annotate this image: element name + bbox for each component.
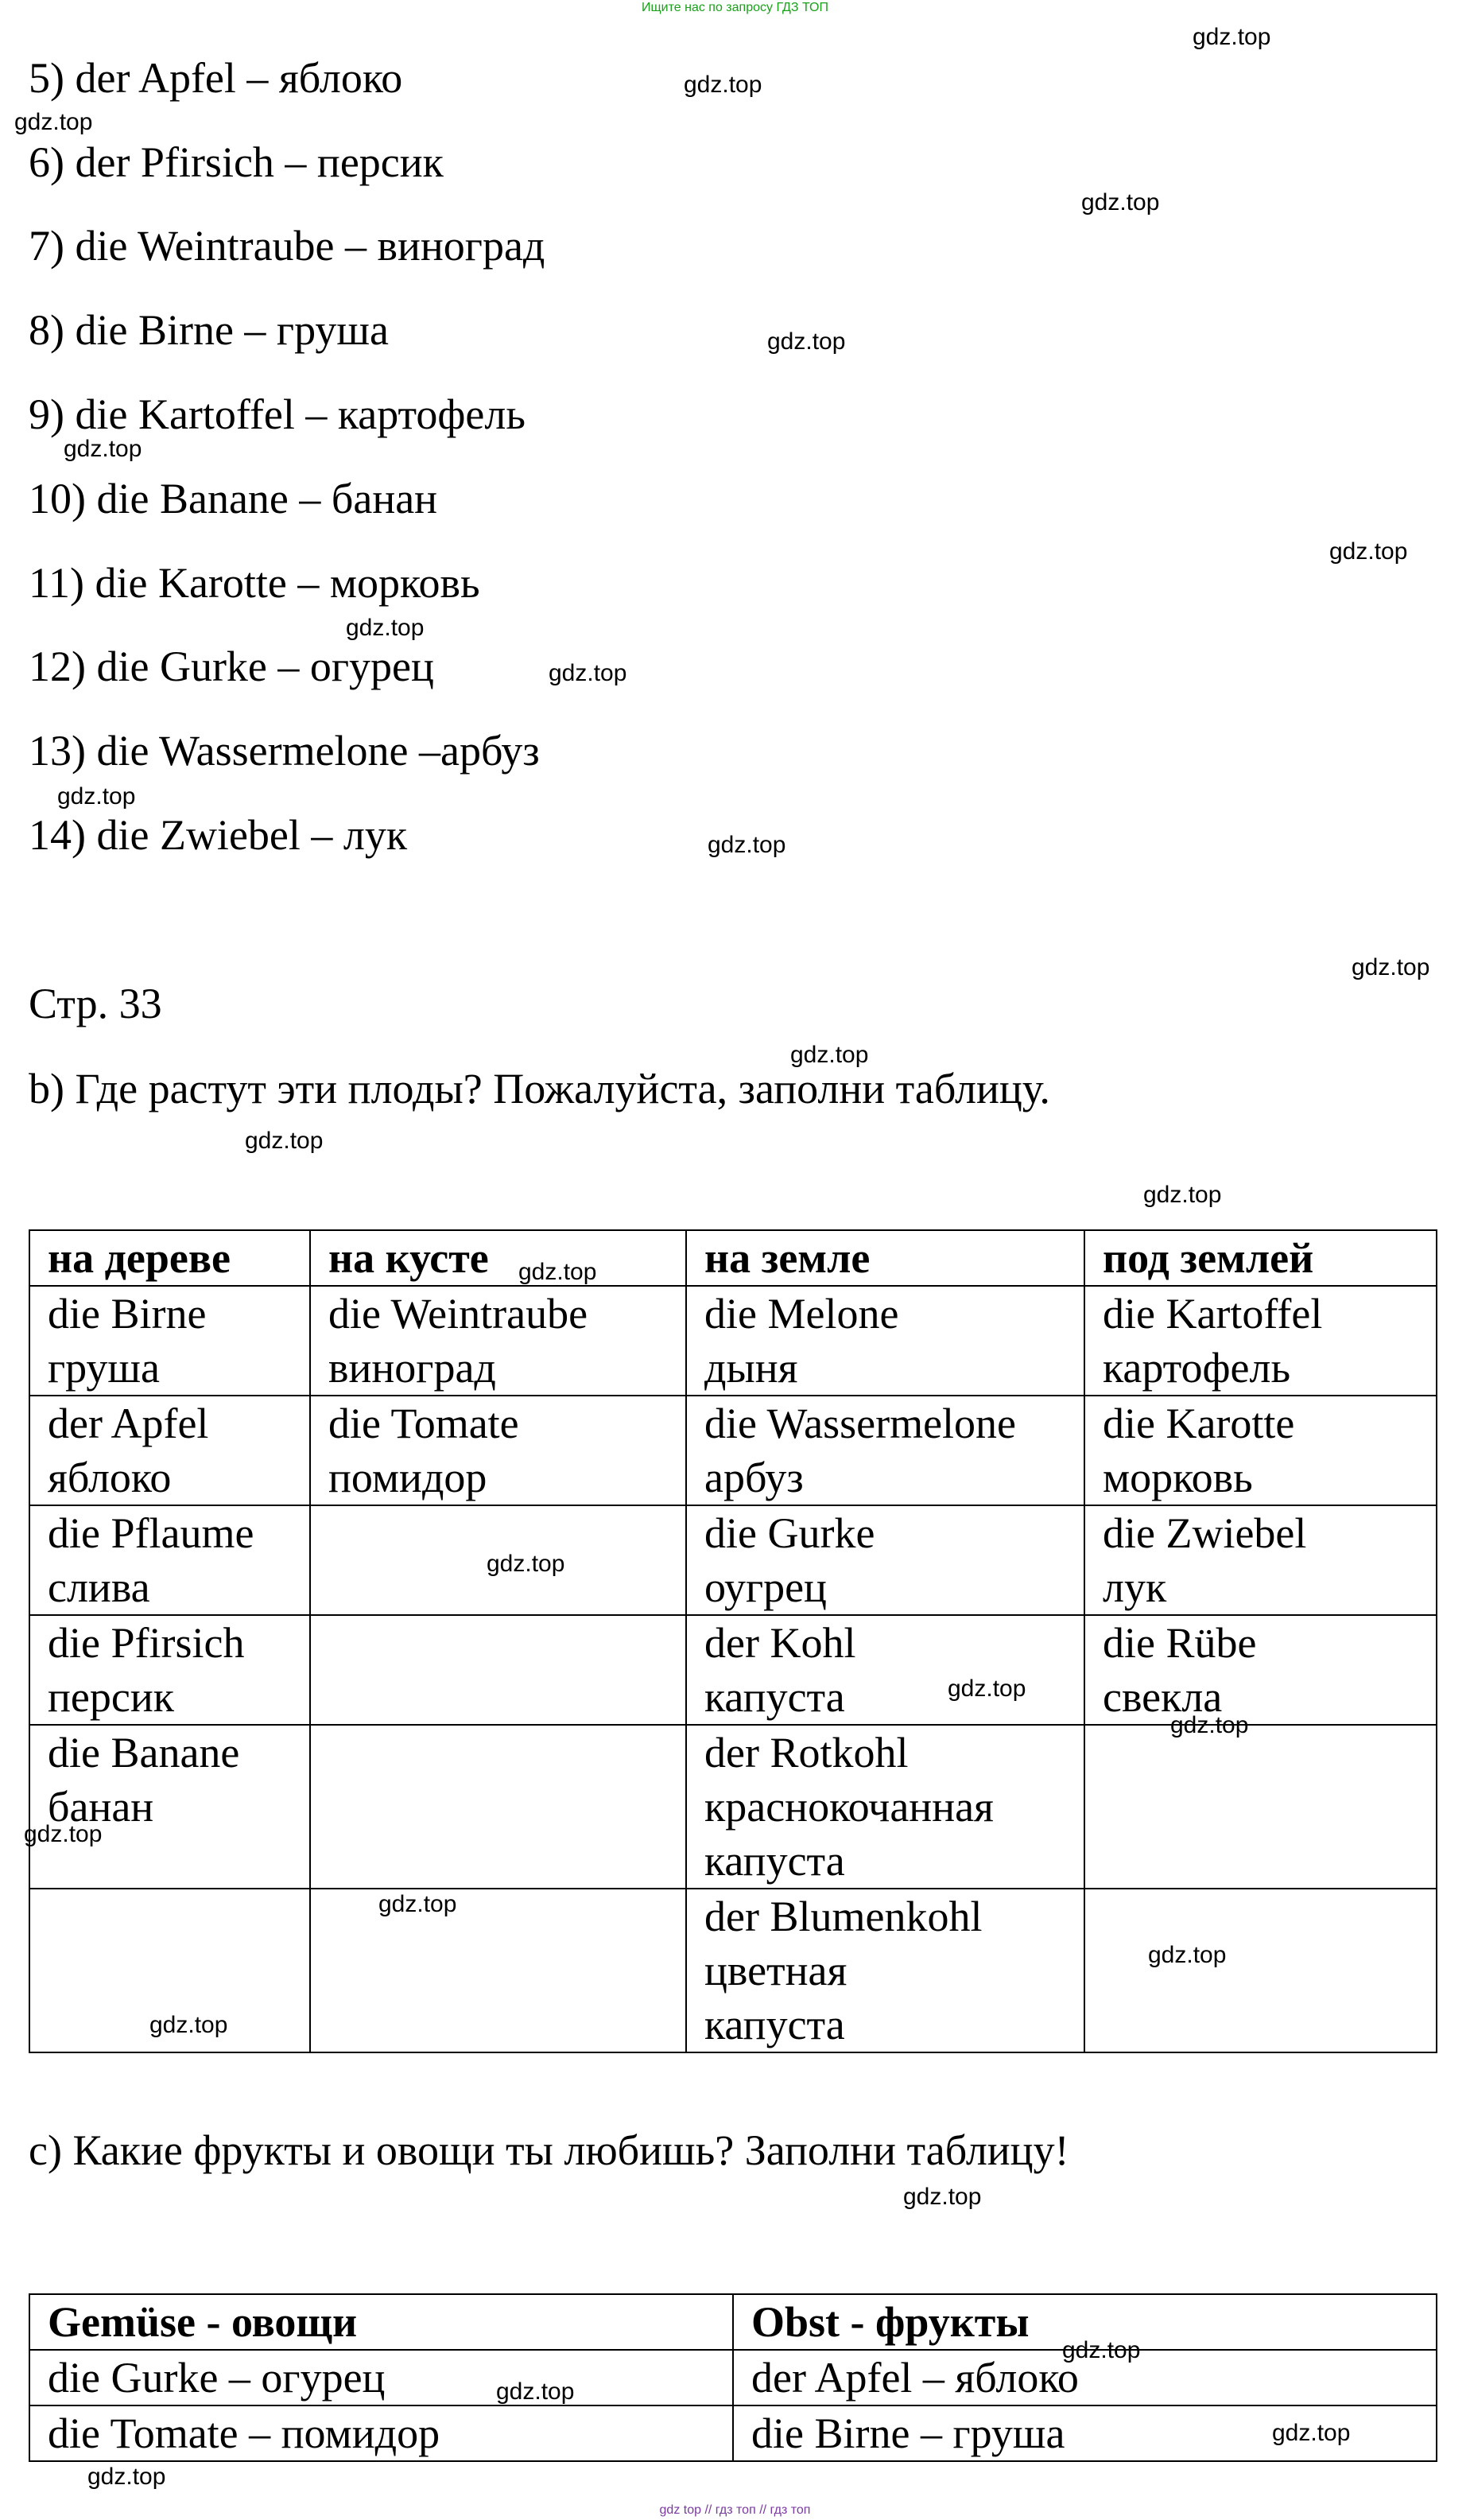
cell-de: die Gurke [704, 1509, 875, 1557]
watermark: gdz.top [1143, 1182, 1222, 1208]
cell-de: die Tomate [328, 1400, 519, 1447]
table-b-header: под землей [1084, 1230, 1437, 1286]
table-cell [29, 1505, 310, 1615]
watermark: gdz.top [1329, 538, 1408, 565]
table-cell [686, 1505, 1084, 1615]
cell-ru: груша [48, 1344, 160, 1392]
table-cell: die Birne – груша [733, 2405, 1437, 2461]
cell-de: die Rübe [1103, 1619, 1257, 1667]
watermark: gdz.top [57, 783, 136, 810]
watermark: gdz.top [549, 660, 627, 686]
watermark: gdz.top [1352, 954, 1430, 980]
cell-ru: лук [1103, 1563, 1167, 1611]
table-row [29, 1889, 1437, 2052]
table-cell [310, 1889, 686, 2052]
watermark: gdz.top [948, 1675, 1026, 1702]
cell-ru: цветная [704, 1947, 847, 1994]
watermark: gdz.top [1148, 1942, 1227, 1968]
task-b-heading: b) Где растут эти плоды? Пожалуйста, заполни таблицу. [29, 1065, 1050, 1112]
table-c-header: Obst - фрукты [733, 2294, 1437, 2350]
table-row [29, 1286, 1437, 1396]
table-row [29, 2405, 1437, 2461]
watermark: gdz.top [1062, 2337, 1141, 2363]
table-row [29, 1725, 1437, 1889]
table-row [29, 2350, 1437, 2405]
watermark: gdz.top [518, 1259, 597, 1285]
watermark: gdz.top [346, 615, 425, 641]
table-row [29, 1615, 1437, 1725]
page-label: Стр. 33 [29, 980, 162, 1027]
cell-ru: капуста [704, 1673, 845, 1721]
table-cell [1084, 1286, 1437, 1396]
table-cell [1084, 1396, 1437, 1505]
cell-de: die Kartoffel [1103, 1290, 1323, 1338]
table-cell [1084, 1615, 1437, 1725]
watermark: gdz.top [1272, 2420, 1351, 2446]
table-cell [29, 1725, 310, 1889]
cell-de: die Pflaume [48, 1509, 254, 1557]
vocab-line: 5) der Apfel – яблоко [29, 54, 403, 102]
vocab-line: 6) der Pfirsich – персик [29, 138, 444, 186]
vocab-line: 12) die Gurke – огурец [29, 643, 434, 690]
cell-ru: банан [48, 1783, 154, 1831]
table-cell: der Apfel – яблоко [733, 2350, 1437, 2405]
watermark: gdz.top [24, 1821, 103, 1847]
table-cell [29, 1396, 310, 1505]
cell-ru: оугрец [704, 1563, 827, 1611]
vocab-line: 9) die Kartoffel – картофель [29, 390, 526, 438]
table-cell: die Tomate – помидор [29, 2405, 733, 2461]
task-c-heading: c) Какие фрукты и овощи ты любишь? Заполни таблицу! [29, 2126, 1069, 2174]
table-c-header: Gemüse - овощи [29, 2294, 733, 2350]
table-cell [1084, 1725, 1437, 1889]
footer: gdz top // гдз топ // гдз топ [659, 2503, 811, 2517]
watermark: gdz.top [708, 832, 786, 858]
table-row [29, 1396, 1437, 1505]
table-cell [686, 1889, 1084, 2052]
cell-ru: персик [48, 1673, 174, 1721]
cell-ru: краснокочанная [704, 1783, 994, 1831]
vocab-line: 14) die Zwiebel – лук [29, 811, 408, 859]
table-b [29, 1229, 1437, 2053]
watermark: gdz.top [487, 1551, 565, 1577]
watermark: gdz.top [767, 328, 846, 355]
cell-de: der Rotkohl [704, 1729, 909, 1776]
table-b-header-row [29, 1230, 1437, 1286]
cell-de: die Weintraube [328, 1290, 588, 1338]
watermark: gdz.top [1170, 1712, 1249, 1738]
watermark: gdz.top [496, 2378, 575, 2405]
table-row [29, 1505, 1437, 1615]
watermark: gdz.top [378, 1891, 457, 1917]
cell-de: die Zwiebel [1103, 1509, 1307, 1557]
cell-de: die Banane [48, 1729, 240, 1776]
table-cell: die Gurke – огурец [29, 2350, 733, 2405]
table-cell [29, 1615, 310, 1725]
watermark: gdz.top [14, 109, 93, 135]
vocab-line: 10) die Banane – банан [29, 475, 438, 522]
cell-de: die Melone [704, 1290, 899, 1338]
table-cell [310, 1396, 686, 1505]
table-c-header-row [29, 2294, 1437, 2350]
cell-ru: виноград [328, 1344, 496, 1392]
cell-ru: дыня [704, 1344, 798, 1392]
cell-de: der Kohl [704, 1619, 856, 1667]
cell-ru: арбуз [704, 1454, 804, 1501]
watermark: gdz.top [149, 2012, 228, 2038]
top-banner: Ищите нас по запросу ГДЗ ТОП [642, 1, 828, 14]
cell-de: die Pfirsich [48, 1619, 245, 1667]
cell-ru: помидор [328, 1454, 487, 1501]
watermark: gdz.top [1081, 189, 1160, 216]
watermark: gdz.top [790, 1042, 869, 1068]
table-cell [686, 1396, 1084, 1505]
cell-ru: слива [48, 1563, 150, 1611]
table-cell [29, 1286, 310, 1396]
cell-de: die Wassermelone [704, 1400, 1017, 1447]
cell-ru-cont: капуста [704, 1837, 845, 1885]
table-cell [686, 1615, 1084, 1725]
watermark: gdz.top [245, 1128, 324, 1154]
table-b-header: на кусте [310, 1230, 686, 1286]
cell-ru: яблоко [48, 1454, 172, 1501]
cell-de: die Karotte [1103, 1400, 1295, 1447]
cell-de: der Apfel [48, 1400, 209, 1447]
watermark: gdz.top [903, 2184, 982, 2210]
watermark: gdz.top [1193, 24, 1271, 50]
cell-ru-cont: капуста [704, 2001, 845, 2048]
table-cell [686, 1725, 1084, 1889]
table-cell [310, 1286, 686, 1396]
table-b-header: на дереве [29, 1230, 310, 1286]
table-cell [1084, 1889, 1437, 2052]
cell-ru: картофель [1103, 1344, 1291, 1392]
table-cell [310, 1725, 686, 1889]
cell-de: die Birne [48, 1290, 207, 1338]
table-cell [1084, 1505, 1437, 1615]
watermark: gdz.top [64, 436, 142, 462]
watermark: gdz.top [87, 2464, 166, 2490]
cell-ru: морковь [1103, 1454, 1253, 1501]
table-cell [686, 1286, 1084, 1396]
cell-de: der Blumenkohl [704, 1893, 983, 1940]
table-cell [310, 1615, 686, 1725]
vocab-line: 8) die Birne – груша [29, 306, 389, 354]
cell-ru: свекла [1103, 1673, 1223, 1721]
table-c [29, 2293, 1437, 2462]
vocab-line: 13) die Wassermelone –арбуз [29, 727, 540, 775]
watermark: gdz.top [684, 72, 762, 98]
table-b-header: на земле [686, 1230, 1084, 1286]
vocab-line: 11) die Karotte – морковь [29, 559, 480, 607]
vocab-line: 7) die Weintraube – виноград [29, 222, 545, 270]
